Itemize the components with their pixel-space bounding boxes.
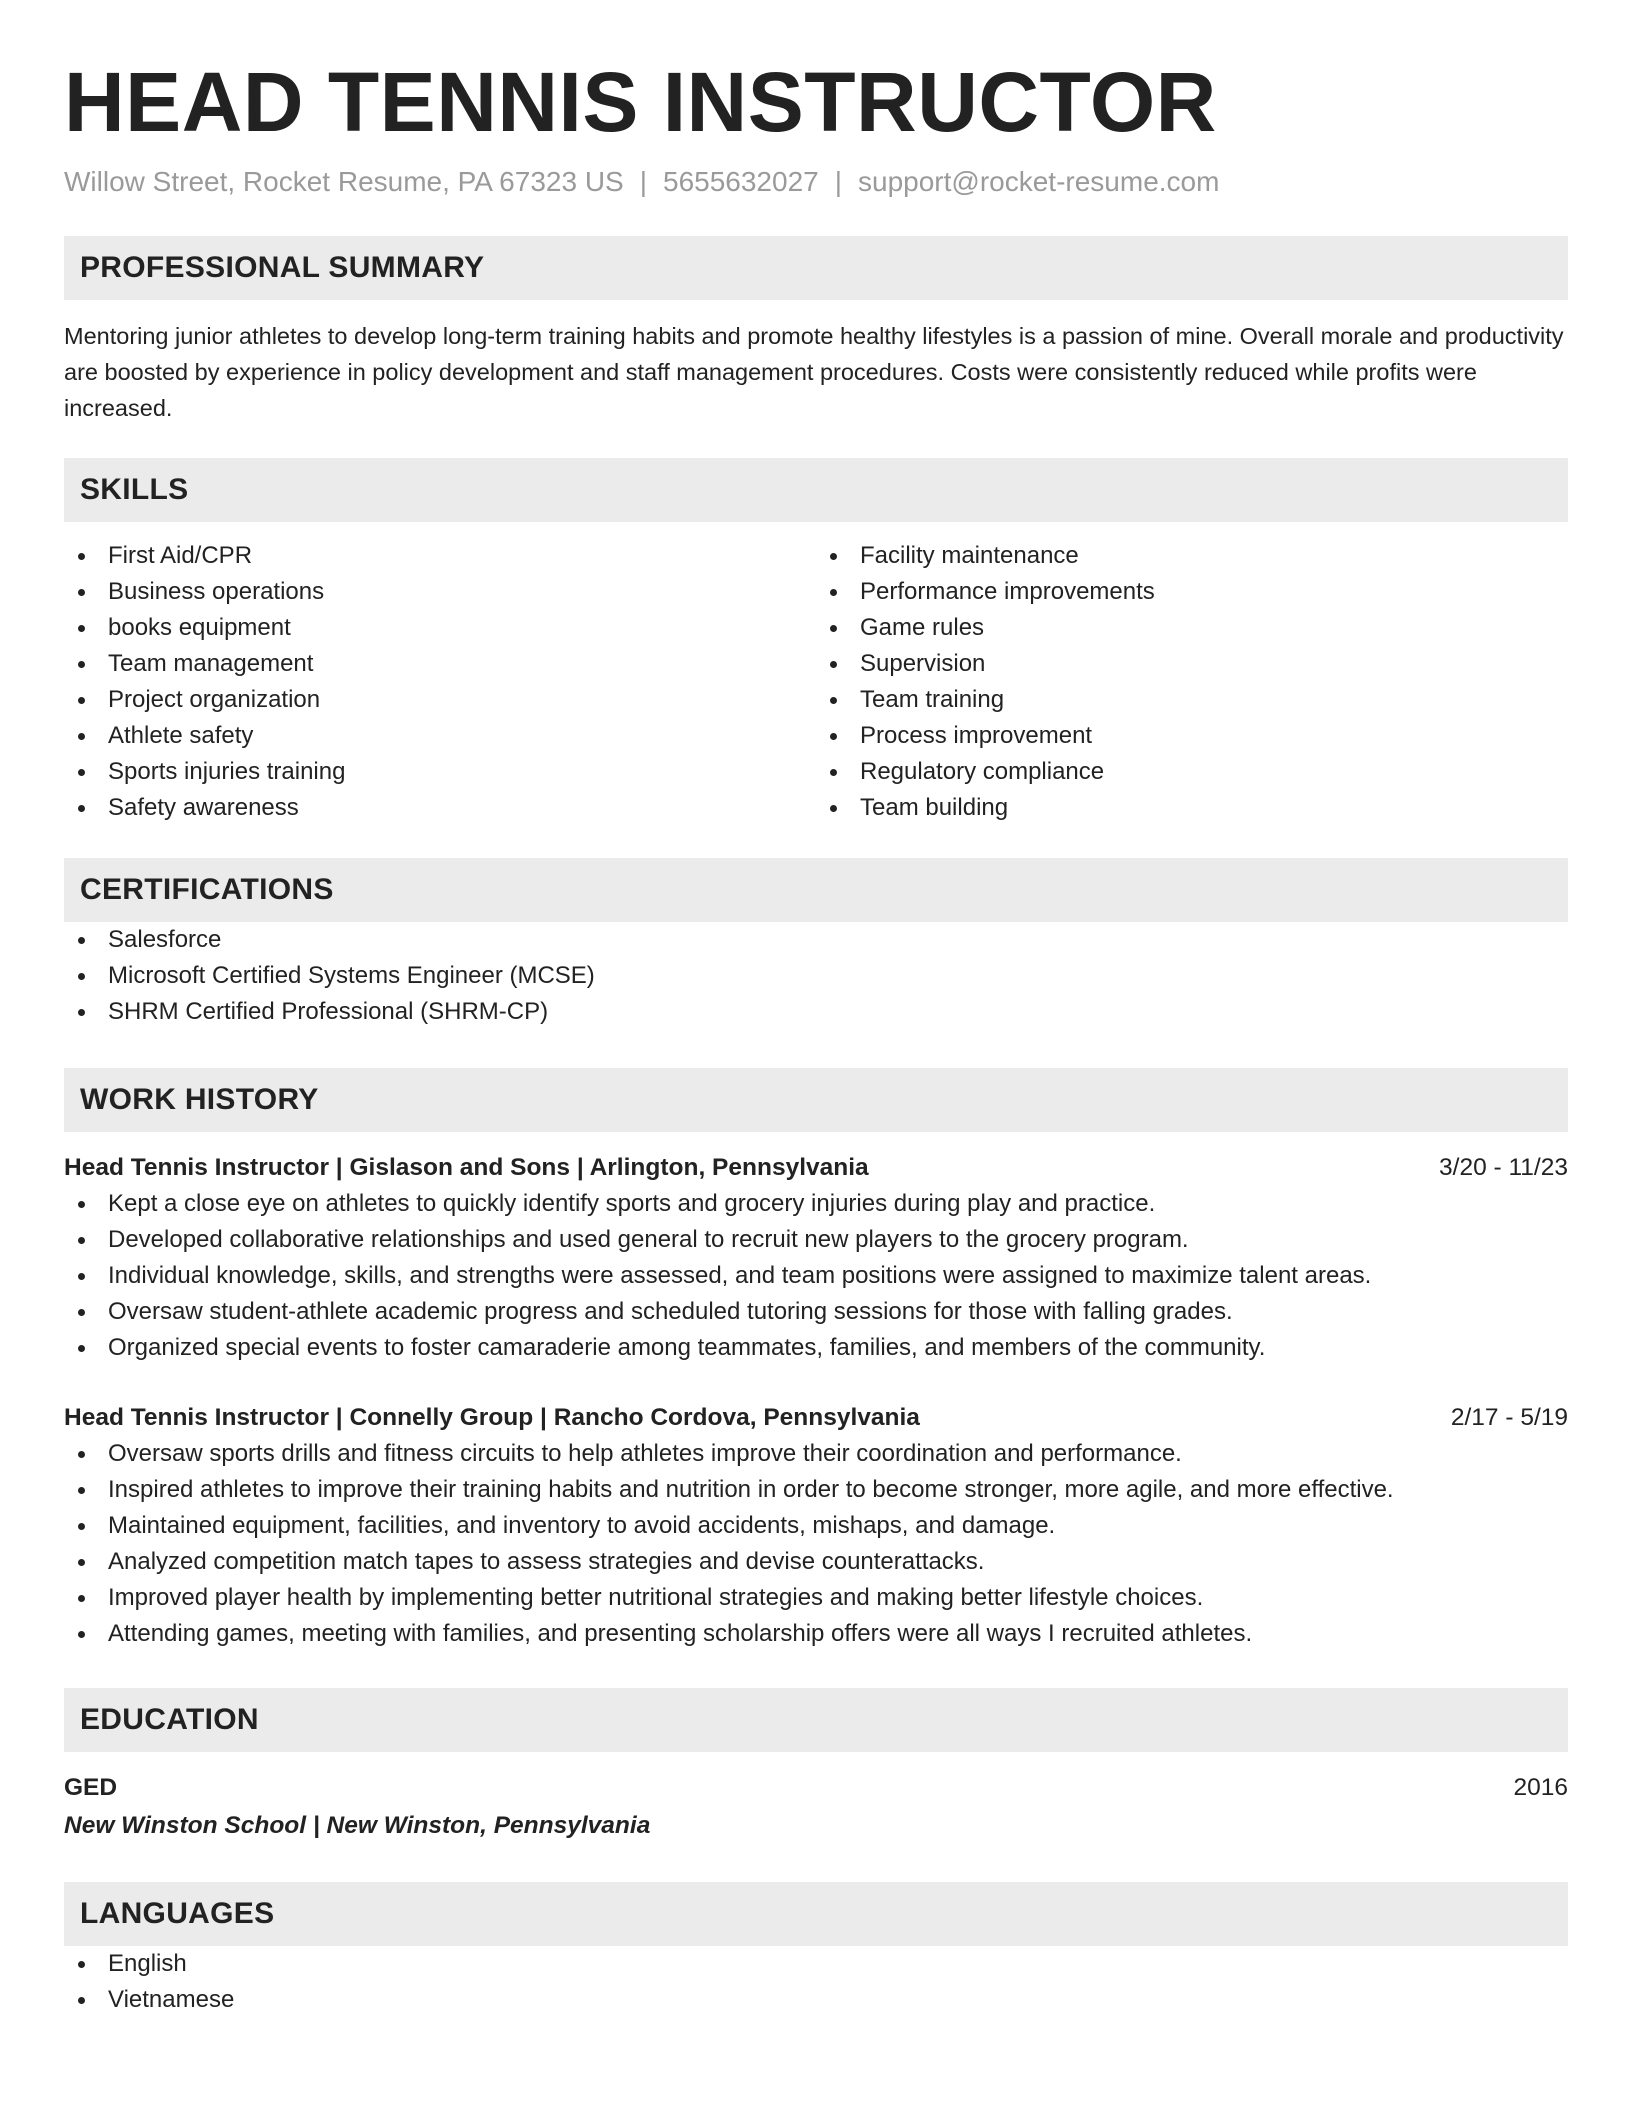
education-degree: GED: [64, 1774, 118, 1802]
contact-email: support@rocket-resume.com: [858, 166, 1220, 198]
contact-phone: 5655632027: [663, 166, 819, 198]
skill-item: books equipment: [64, 610, 816, 646]
job-duty-item: Oversaw sports drills and fitness circuits to help athletes improve their coordination and performance.: [64, 1436, 1568, 1472]
contact-address: Willow Street, Rocket Resume, PA 67323 US: [64, 166, 624, 198]
skill-item: First Aid/CPR: [64, 538, 816, 574]
certification-item: Salesforce: [64, 922, 1568, 958]
skills-list: [64, 538, 1568, 826]
skill-item: Project organization: [64, 682, 816, 718]
job-duties-list: [64, 1436, 1568, 1652]
skill-item: Team management: [64, 646, 816, 682]
job-duty-item: Oversaw student-athlete academic progress and scheduled tutoring sessions for those with falling grades.: [64, 1294, 1568, 1330]
certifications-list: [64, 922, 1568, 1030]
skill-item: Game rules: [816, 610, 1568, 646]
job-duty-item: Kept a close eye on athletes to quickly identify sports and grocery injuries during play and practice.: [64, 1186, 1568, 1222]
skill-item: Athlete safety: [64, 718, 816, 754]
job-duty-item: Inspired athletes to improve their training habits and nutrition in order to become stronger, more agile, and more effective.: [64, 1472, 1568, 1508]
job-title: Head Tennis Instructor | Connelly Group | Rancho Cordova, Pennsylvania: [64, 1404, 920, 1432]
education-heading-row: [64, 1770, 1568, 1806]
language-item: English: [64, 1946, 1568, 1982]
skill-item: Team training: [816, 682, 1568, 718]
job-dates: 3/20 - 11/23: [1439, 1154, 1568, 1182]
section-header-work-history: WORK HISTORY: [64, 1068, 1568, 1132]
job-duty-item: Maintained equipment, facilities, and inventory to avoid accidents, mishaps, and damage.: [64, 1508, 1568, 1544]
skills-column-left: [64, 538, 816, 826]
job-duty-item: Organized special events to foster camaraderie among teammates, families, and members of the community.: [64, 1330, 1568, 1366]
contact-separator: |: [834, 166, 843, 198]
certification-item: SHRM Certified Professional (SHRM-CP): [64, 994, 1568, 1030]
job-duty-item: Developed collaborative relationships and used general to recruit new players to the grocery program.: [64, 1222, 1568, 1258]
job-duty-item: Analyzed competition match tapes to assess strategies and devise counterattacks.: [64, 1544, 1568, 1580]
contact-line: [64, 166, 1568, 198]
resume-name: HEAD TENNIS INSTRUCTOR: [64, 55, 1217, 149]
skill-item: Safety awareness: [64, 790, 816, 826]
education-year: 2016: [1513, 1774, 1568, 1802]
language-item: Vietnamese: [64, 1982, 1568, 2018]
job-heading-row: [64, 1400, 1568, 1436]
languages-list: [64, 1946, 1568, 2018]
section-header-education: EDUCATION: [64, 1688, 1568, 1752]
skill-item: Supervision: [816, 646, 1568, 682]
job-dates: 2/17 - 5/19: [1450, 1404, 1568, 1432]
job-heading-row: [64, 1150, 1568, 1186]
skill-item: Process improvement: [816, 718, 1568, 754]
skills-column-right: [816, 538, 1568, 826]
summary-text: Mentoring junior athletes to develop long-term training habits and promote healthy lifestyles is a passion of mine. Overall morale and productivity are boosted by experience in policy development and staff management procedures. Costs were consistently reduced while profits were increased.: [64, 323, 1564, 422]
skill-item: Business operations: [64, 574, 816, 610]
contact-separator: |: [639, 166, 647, 198]
certification-item: Microsoft Certified Systems Engineer (MCSE): [64, 958, 1568, 994]
job-duty-item: Attending games, meeting with families, and presenting scholarship offers were all ways I recruited athletes.: [64, 1616, 1568, 1652]
skill-item: Facility maintenance: [816, 538, 1568, 574]
section-header-languages: LANGUAGES: [64, 1882, 1568, 1946]
job-title: Head Tennis Instructor | Gislason and Sons | Arlington, Pennsylvania: [64, 1154, 869, 1182]
skill-item: Performance improvements: [816, 574, 1568, 610]
skill-item: Regulatory compliance: [816, 754, 1568, 790]
section-header-certifications: CERTIFICATIONS: [64, 858, 1568, 922]
skill-item: Team building: [816, 790, 1568, 826]
education-school: New Winston School | New Winston, Pennsylvania: [64, 1812, 651, 1840]
job-duties-list: [64, 1186, 1568, 1366]
section-header-summary: PROFESSIONAL SUMMARY: [64, 236, 1568, 300]
section-header-skills: SKILLS: [64, 458, 1568, 522]
job-duty-item: Improved player health by implementing better nutritional strategies and making better lifestyle choices.: [64, 1580, 1568, 1616]
job-duty-item: Individual knowledge, skills, and strengths were assessed, and team positions were assigned to maximize talent areas.: [64, 1258, 1568, 1294]
skill-item: Sports injuries training: [64, 754, 816, 790]
